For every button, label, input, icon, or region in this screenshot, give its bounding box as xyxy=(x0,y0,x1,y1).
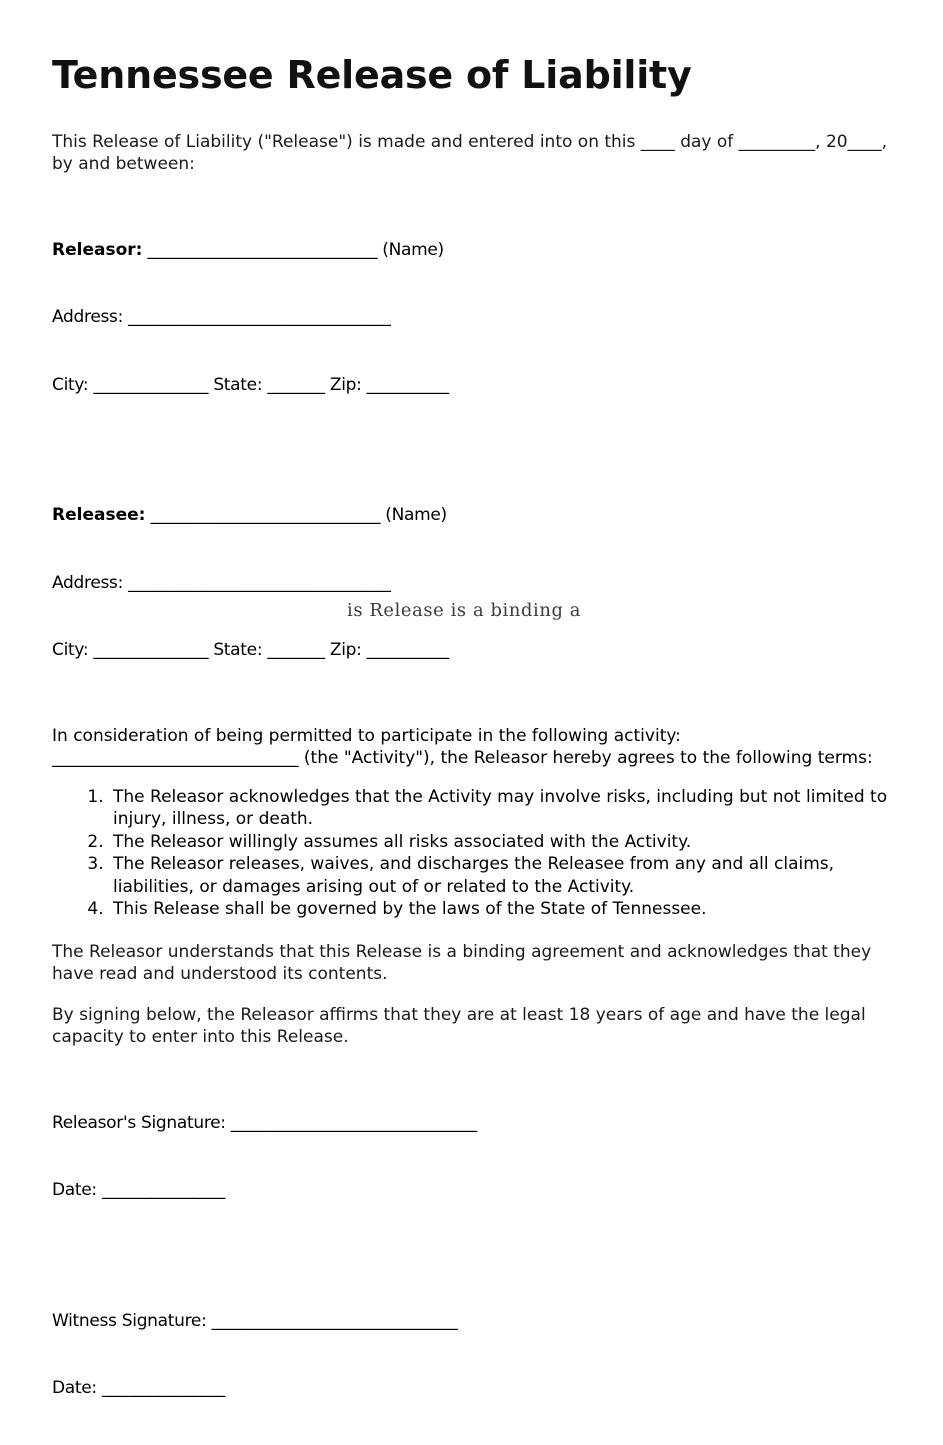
releasee-name-blank[interactable]: ____________________________ (Name) xyxy=(145,505,447,526)
acknowledgement-paragraph: The Releasor understands that this Release is a binding agreement and acknowledges that they have read and understood its contents. xyxy=(52,941,872,985)
releasor-label: Releasor: xyxy=(52,239,143,260)
witness-signature-block xyxy=(52,1265,891,1445)
releasor-signature-block xyxy=(52,1067,891,1247)
releasor-signature-field[interactable]: Releasor's Signature: ______________________________ xyxy=(52,1112,477,1133)
consideration-paragraph: In consideration of being permitted to participate in the following activity: _____________________________ (the "Activity"), the Releasor hereby agrees to the following terms: xyxy=(52,725,873,769)
witness-signature-field[interactable]: Witness Signature: ______________________________ xyxy=(52,1310,458,1331)
terms-list xyxy=(52,786,891,921)
affirmation-paragraph: By signing below, the Releasor affirms that they are at least 18 years of age and have the legal capacity to enter into this Release. xyxy=(52,1004,866,1048)
releasor-block xyxy=(52,194,891,442)
list-item: 1. The Releasor acknowledges that the Activity may involve risks, including but not limited to injury, illness, or death. xyxy=(109,786,891,831)
releasor-city-state-zip-line[interactable]: City: ______________ State: _______ Zip: __________ xyxy=(52,374,449,395)
list-item: 2. The Releasor willingly assumes all risks associated with the Activity. xyxy=(109,831,891,854)
releasee-block xyxy=(52,459,891,707)
releasor-address-line[interactable]: Address: ________________________________ xyxy=(52,307,391,328)
releasee-label: Releasee: xyxy=(52,505,146,526)
page-title: Tennessee Release of Liability xyxy=(52,53,692,97)
releasor-date-field[interactable]: Date: _______________ xyxy=(52,1180,225,1201)
releasee-city-state-zip-line[interactable]: City: ______________ State: _______ Zip: __________ xyxy=(52,640,449,661)
witness-date-field[interactable]: Date: _______________ xyxy=(52,1378,225,1399)
releasee-address-line[interactable]: Address: ________________________________ xyxy=(52,572,391,593)
intro-paragraph: This Release of Liability ("Release") is made and entered into on this ____ day of _________, 20____, by and between: xyxy=(52,131,888,175)
releasee-name-line xyxy=(52,504,891,527)
list-item: 4. This Release shall be governed by the laws of the State of Tennessee. xyxy=(109,898,891,921)
releasor-name-blank[interactable]: ____________________________ (Name) xyxy=(142,239,444,260)
releasor-name-line xyxy=(52,239,891,262)
list-item: 3. The Releasor releases, waives, and discharges the Releasee from any and all claims, liabilities, or damages arising out of or related to the Activity. xyxy=(109,853,891,898)
overlay-stamp-text: is Release is a binding a xyxy=(347,601,582,621)
